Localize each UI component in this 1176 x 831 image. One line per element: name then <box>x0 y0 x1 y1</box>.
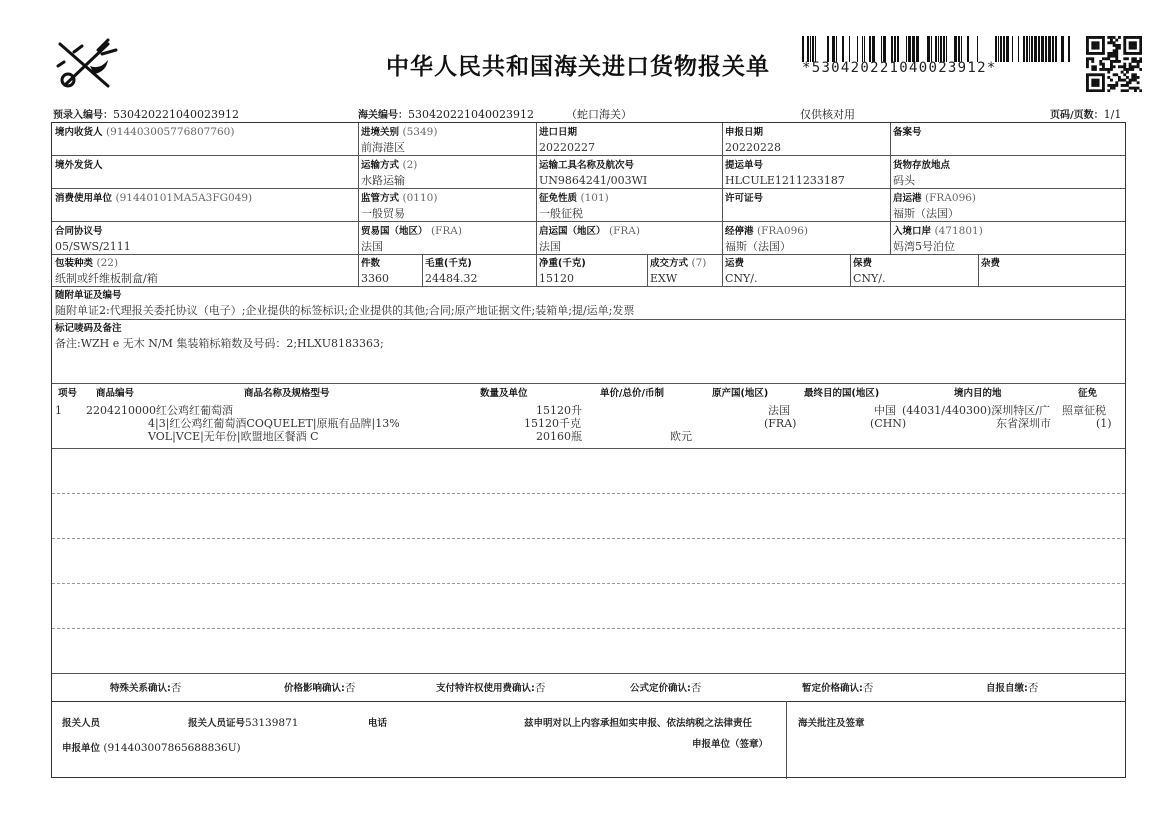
goods-code-name: 2204210000红公鸡红葡萄酒 <box>86 404 233 417</box>
page-title: 中华人民共和国海关进口货物报关单 <box>386 54 770 80</box>
goods-dest-name: 中国 <box>874 404 896 417</box>
storage-cell: 货物存放地点 码头 <box>893 160 951 187</box>
deal-mode-cell: 成交方式 (7) EXW <box>650 257 707 285</box>
goods-qty-3: 20160瓶 <box>536 430 582 443</box>
phone-label: 电话 <box>368 718 388 729</box>
goods-domestic-line1: (44031/440300)深圳特区/广 <box>902 404 1050 417</box>
declarant-cert: 报关人员证号53139871 <box>188 717 299 729</box>
departure-port-cell: 启运港 (FRA096) 福斯（法国） <box>893 192 977 220</box>
barcode-number: *530420221040023912* <box>802 60 997 76</box>
goods-header-name: 商品名称及规格型号 <box>244 388 330 399</box>
goods-header-origin: 原产国(地区) <box>712 388 769 399</box>
qr-code-icon <box>1086 36 1142 92</box>
customs-number: 海关编号：530420221040023912 <box>358 108 534 121</box>
goods-currency: 欧元 <box>670 430 692 443</box>
supervision-cell: 监管方式 (0110) 一般贸易 <box>361 192 438 220</box>
declare-date-cell: 申报日期 20220228 <box>725 127 781 154</box>
declaration-form <box>51 122 1126 778</box>
goods-levy-line1: 照章征税 <box>1062 404 1106 417</box>
package-type-cell: 包装种类 (22) 纸制或纤维板制盒/箱 <box>55 257 158 285</box>
declarant-label: 报关人员 <box>62 718 101 729</box>
import-date-cell: 进口日期 20220227 <box>539 127 595 154</box>
goods-header-item: 项号 <box>58 388 78 399</box>
price-impact-confirm: 价格影响确认:否 <box>284 682 356 694</box>
goods-header-price: 单价/总价/币制 <box>600 388 664 399</box>
goods-levy-line2: (1) <box>1096 417 1112 430</box>
misc-fee-cell: 杂费 <box>981 258 1001 269</box>
goods-dest-code: (CHN) <box>870 417 907 430</box>
special-relation-confirm: 特殊关系确认:否 <box>110 682 182 694</box>
customs-remark: 海关批注及签章 <box>798 718 865 729</box>
levy-nature-cell: 征免性质 (101) 一般征税 <box>539 192 609 220</box>
goods-item-no: 1 <box>55 404 62 417</box>
insurance-cell: 保费 CNY/. <box>853 258 886 285</box>
entry-port-cell: 入境口岸 (471801) 妈湾5号泊位 <box>893 225 983 253</box>
contract-cell: 合同协议号 05/SWS/2111 <box>55 226 131 253</box>
customs-office: （蛇口海关） <box>566 108 632 121</box>
page-indicator: 页码/页数：1/1 <box>1050 108 1122 121</box>
gross-weight-cell: 毛重(千克) 24484.32 <box>425 258 478 285</box>
freight-cell: 运费 CNY/. <box>725 258 758 285</box>
goods-spec-line1: 4|3|红公鸡红葡萄酒COQUELET|原瓶有品牌|13% <box>148 417 400 430</box>
transport-mode-cell: 运输方式 (2) 水路运输 <box>361 159 418 187</box>
goods-domestic-line2: 东省深圳市 <box>996 417 1051 430</box>
net-weight-cell: 净重(千克) 15120 <box>539 258 586 285</box>
goods-header-domestic: 境内目的地 <box>954 388 1002 399</box>
goods-origin-name: 法国 <box>768 404 790 417</box>
legal-statement: 兹申明对以上内容承担如实申报、依法纳税之法律责任 <box>524 718 753 729</box>
pieces-cell: 件数 3360 <box>361 258 389 285</box>
goods-qty-1: 15120升 <box>536 404 582 417</box>
marks-cell: 标记唛码及备注 备注:WZH e 无木 N/M 集装箱标箱数及号码：2;HLXU8183363; <box>55 323 384 350</box>
attached-docs-cell: 随附单证及编号 随附单证2:代理报关委托协议（电子）;企业提供的标签标识;企业提供的其他;合同;原产地证据文件;装箱单;提/运单;发票 <box>55 290 635 317</box>
trade-country-cell: 贸易国（地区） (FRA) 法国 <box>361 225 462 253</box>
self-pay-confirm: 自报自缴:否 <box>986 682 1039 694</box>
barcode-image <box>802 36 1070 62</box>
goods-origin-code: (FRA) <box>764 417 797 430</box>
consignor-cell: 境外发货人 <box>55 160 103 171</box>
verification-note: 仅供核对用 <box>800 108 855 121</box>
bill-no-cell: 提运单号 HLCULE1211233187 <box>725 160 845 187</box>
consignee-cell: 境内收货人 (914403005776807760) <box>55 126 235 138</box>
origin-country-cell: 启运国（地区） (FRA) 法国 <box>539 225 640 253</box>
goods-spec-line2: VOL|VCE|无年份|欧盟地区餐酒 C <box>148 430 319 443</box>
entry-customs-cell: 进境关别 (5349) 前海港区 <box>361 126 438 154</box>
goods-header-dest: 最终目的国(地区) <box>804 388 880 399</box>
user-unit-cell: 消费使用单位 (91440101MA5A3FG049) <box>55 192 253 204</box>
vessel-cell: 运输工具名称及航次号 UN9864241/003WI <box>539 160 648 187</box>
declare-unit-seal: 申报单位（签章） <box>692 739 769 750</box>
declare-unit: 申报单位 (914403007865688836U) <box>62 742 241 754</box>
goods-header-qty: 数量及单位 <box>480 388 528 399</box>
customs-emblem-icon <box>52 36 120 92</box>
record-no-cell: 备案号 <box>893 127 922 138</box>
provisional-price-confirm: 暂定价格确认:否 <box>802 682 874 694</box>
preentry-number: 预录入编号：530420221040023912 <box>53 108 239 121</box>
license-cell: 许可证号 <box>725 193 764 204</box>
stop-port-cell: 经停港 (FRA096) 福斯（法国） <box>725 225 809 253</box>
royalty-confirm: 支付特许权使用费确认:否 <box>436 682 546 694</box>
goods-header-code: 商品编号 <box>96 388 135 399</box>
goods-header-levy: 征免 <box>1078 388 1098 399</box>
goods-qty-2: 15120千克 <box>524 417 581 430</box>
formula-price-confirm: 公式定价确认:否 <box>630 682 702 694</box>
